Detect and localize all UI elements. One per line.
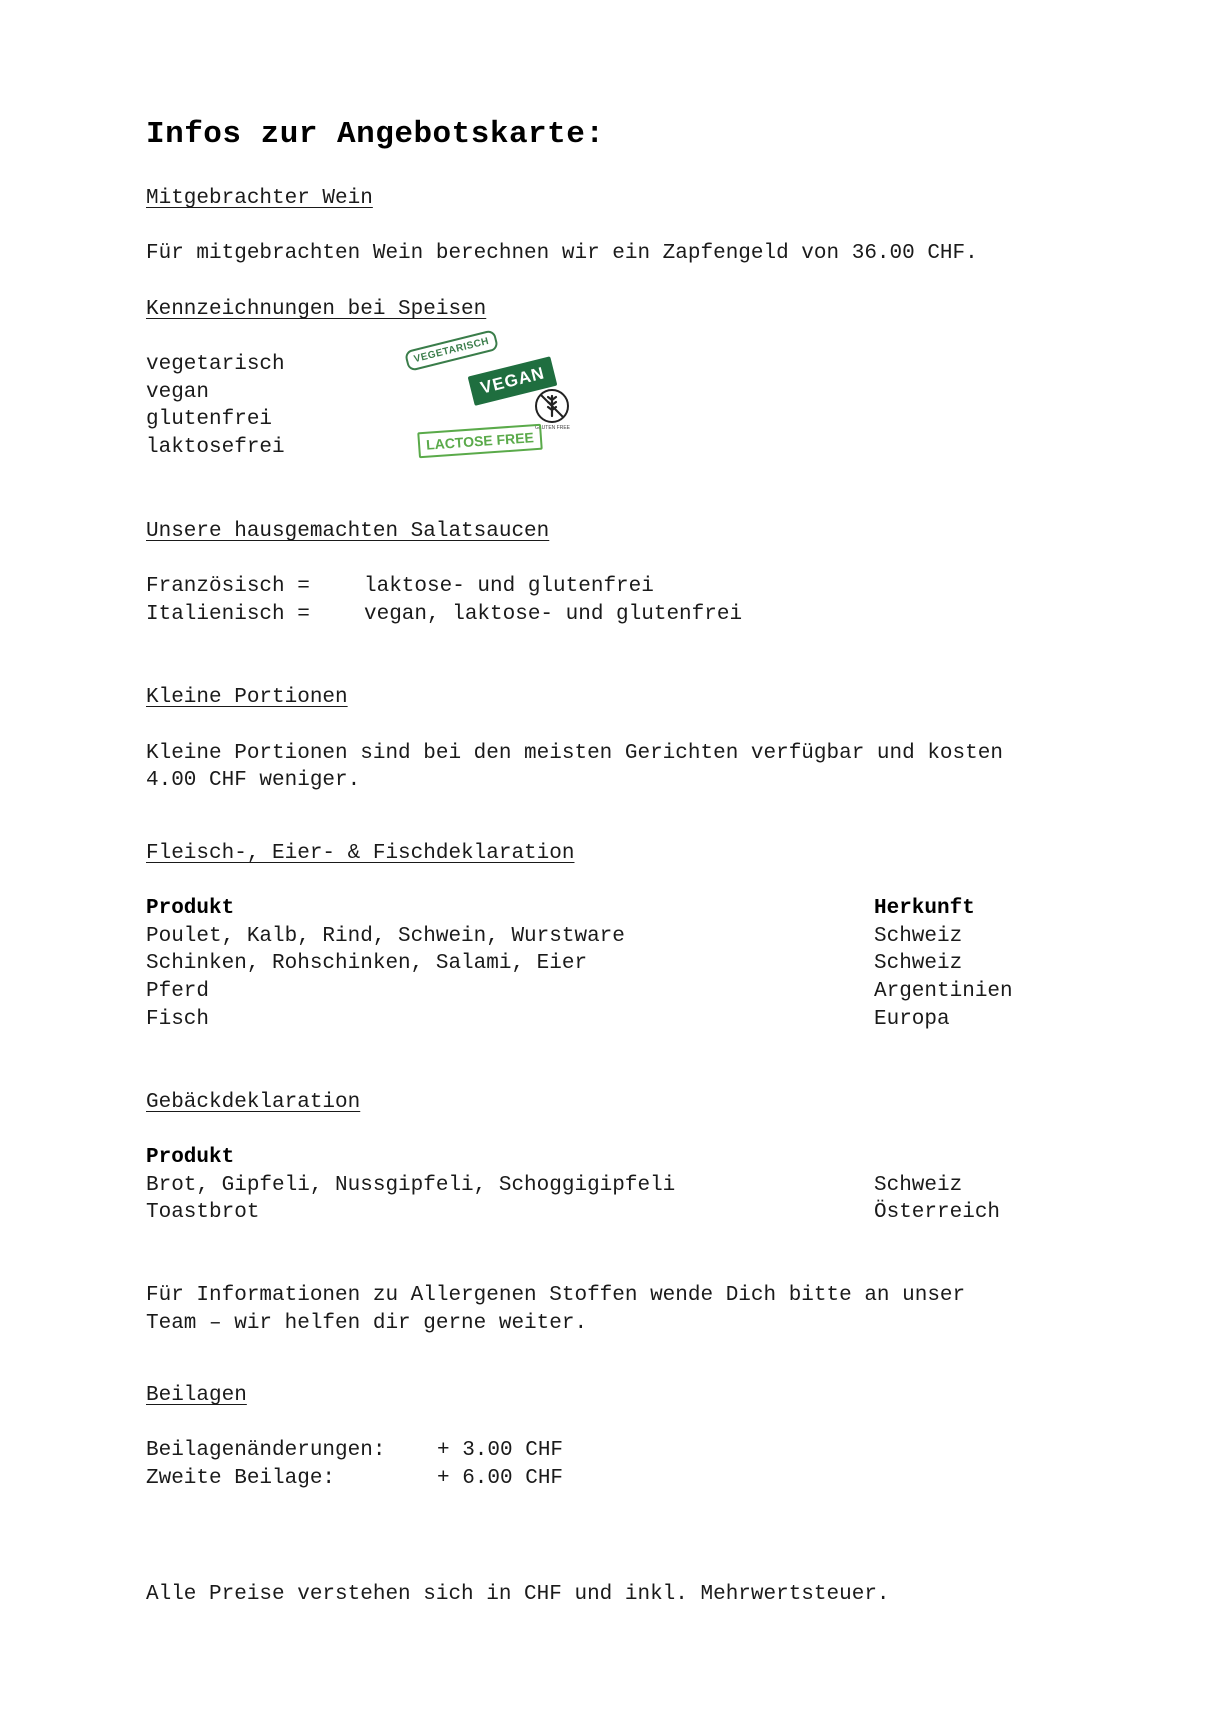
bakery-product: Brot, Gipfeli, Nussgipfeli, Schoggigipfeli: [146, 1174, 676, 1197]
page-title: Infos zur Angebotskarte:: [146, 117, 605, 152]
sauce-name: Französisch =: [146, 575, 310, 598]
allergens-line: Team – wir helfen dir gerne weiter.: [146, 1312, 588, 1335]
allergens-line: Für Informationen zu Allergenen Stoffen wende Dich bitte an unser: [146, 1284, 966, 1307]
sauce-name: Italienisch =: [146, 603, 310, 626]
sides-heading: Beilagen: [146, 1384, 247, 1407]
label-vegetarian: vegetarisch: [146, 353, 285, 376]
bakery-product: Toastbrot: [146, 1201, 260, 1224]
sauce-desc: laktose- und glutenfrei: [364, 575, 654, 598]
bakery-heading: Gebäckdeklaration: [146, 1091, 361, 1114]
bakery-col-product: Produkt: [146, 1146, 235, 1169]
meat-product: Fisch: [146, 1008, 210, 1031]
meat-col-origin: Herkunft: [874, 897, 975, 920]
meat-origin: Schweiz: [874, 925, 963, 948]
vegetarian-stamp-icon: VEGETARISCH: [404, 329, 499, 372]
side-name: Beilagenänderungen:: [146, 1439, 386, 1462]
side-name: Zweite Beilage:: [146, 1467, 336, 1490]
sauces-heading: Unsere hausgemachten Salatsaucen: [146, 520, 550, 543]
bakery-origin: Schweiz: [874, 1174, 963, 1197]
gluten-free-icon: [534, 388, 570, 424]
gluten-free-caption: GLUTEN FREE: [535, 425, 571, 431]
portions-heading: Kleine Portionen: [146, 686, 348, 709]
side-price: + 6.00 CHF: [437, 1467, 564, 1490]
bakery-origin: Österreich: [874, 1201, 1001, 1224]
portions-line: Kleine Portionen sind bei den meisten Gerichten verfügbar und kosten: [146, 742, 1003, 765]
meat-origin: Schweiz: [874, 952, 963, 975]
label-glutenfree: glutenfrei: [146, 408, 273, 431]
wine-text: Für mitgebrachten Wein berechnen wir ein Zapfengeld von 36.00 CHF.: [146, 242, 978, 265]
lactose-free-stamp-icon: LACTOSE FREE: [417, 424, 542, 459]
label-vegan: vegan: [146, 381, 210, 404]
meat-product: Pferd: [146, 980, 210, 1003]
meat-heading: Fleisch-, Eier- & Fischdeklaration: [146, 842, 575, 865]
labels-heading: Kennzeichnungen bei Speisen: [146, 298, 487, 321]
meat-origin: Argentinien: [874, 980, 1013, 1003]
price-note: Alle Preise verstehen sich in CHF und inkl. Mehrwertsteuer.: [146, 1583, 890, 1606]
sauce-desc: vegan, laktose- und glutenfrei: [364, 603, 743, 626]
portions-line: 4.00 CHF weniger.: [146, 769, 361, 792]
label-lactosefree: laktosefrei: [146, 436, 285, 459]
wine-heading: Mitgebrachter Wein: [146, 187, 373, 210]
meat-col-product: Produkt: [146, 897, 235, 920]
meat-product: Schinken, Rohschinken, Salami, Eier: [146, 952, 588, 975]
vegan-stamp-icon: VEGAN: [468, 356, 558, 406]
meat-origin: Europa: [874, 1008, 950, 1031]
meat-product: Poulet, Kalb, Rind, Schwein, Wurstware: [146, 925, 625, 948]
side-price: + 3.00 CHF: [437, 1439, 564, 1462]
